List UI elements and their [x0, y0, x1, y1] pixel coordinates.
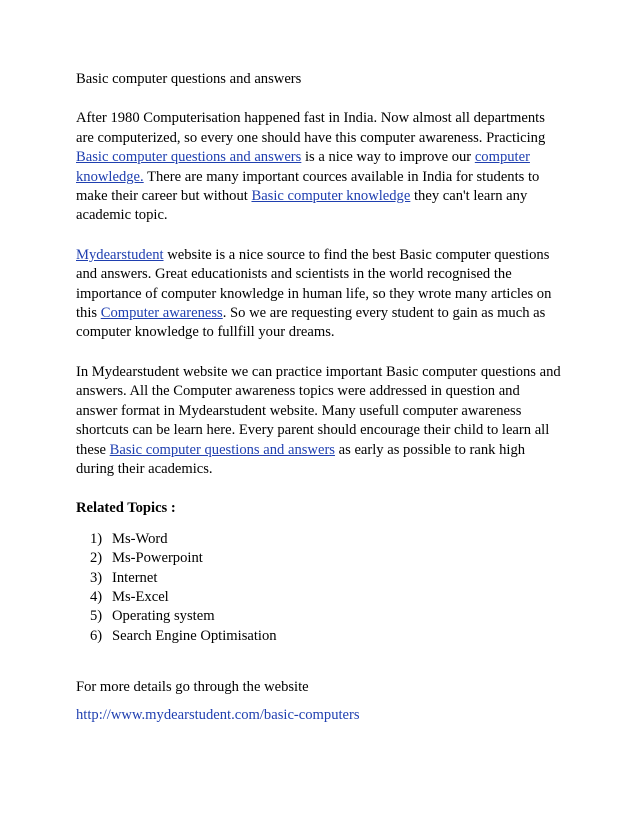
list-item-label: Ms-Excel [112, 588, 169, 605]
text-fragment: . So we are requesting every student to gain as much as [222, 305, 546, 322]
related-topics-list [76, 530, 566, 646]
list-item-label: Ms-Word [112, 530, 168, 547]
text-line: answer format in Mydearstudent website. Many usefull computer awareness [76, 402, 522, 419]
link-computer-knowledge[interactable]: computer [474, 149, 530, 166]
link-basic-computer-knowledge[interactable]: Basic computer knowledge [251, 188, 411, 205]
text-line [76, 187, 566, 206]
text-line [76, 441, 566, 460]
list-item [90, 588, 566, 607]
text-fragment: make their career but without [76, 188, 252, 205]
more-details-text: For more details go through the website [76, 679, 309, 696]
list-number: 6) [90, 627, 103, 644]
list-number: 1) [90, 530, 103, 547]
paragraph-mydearstudent [76, 246, 566, 343]
list-item-label: Internet [112, 569, 158, 586]
text-fragment: website is a nice source to find the best Basic computer questions [163, 246, 550, 263]
related-topics-heading: Related Topics : [76, 500, 176, 517]
text-line [76, 148, 566, 167]
text-line: After 1980 Computerisation happened fast in India. Now almost all departments [76, 110, 545, 127]
document-page [76, 70, 566, 726]
website-url-link[interactable]: http://www.mydearstudent.com/basic-computers [76, 707, 360, 724]
text-line: shortcuts can be learn here. Every parent should encourage their child to learn all [76, 422, 550, 439]
list-number: 4) [90, 588, 103, 605]
text-line [76, 246, 566, 265]
text-line: and answers. Great educationists and scientists in the world recognised the [76, 266, 512, 283]
list-item [90, 549, 566, 568]
text-fragment: There are many important cources available in India for students to [143, 168, 540, 185]
list-number: 5) [90, 608, 103, 625]
paragraph-practice [76, 363, 566, 479]
text-line: academic topic. [76, 207, 168, 224]
text-line: during their academics. [76, 460, 213, 477]
list-number: 2) [90, 550, 103, 567]
text-line: answers. All the Computer awareness topics were addressed in question and [76, 383, 520, 400]
link-computer-knowledge-cont[interactable]: knowledge. [76, 168, 144, 185]
list-item [90, 569, 566, 588]
text-line: importance of computer knowledge in human life, so they wrote many articles on [76, 285, 552, 302]
text-fragment: is a nice way to improve our [301, 149, 475, 166]
list-item-label: Search Engine Optimisation [112, 627, 277, 644]
list-item-label: Operating system [112, 608, 215, 625]
list-item-label: Ms-Powerpoint [112, 550, 203, 567]
list-item [90, 607, 566, 626]
text-line [76, 304, 566, 323]
link-computer-awareness[interactable]: Computer awareness [100, 305, 223, 322]
link-mydearstudent[interactable]: Mydearstudent [76, 246, 164, 263]
list-item [90, 627, 566, 646]
list-item [90, 530, 566, 549]
text-line: computer knowledge to fullfill your dreams. [76, 324, 335, 341]
text-line: are computerized, so every one should have this computer awareness. Practicing [76, 129, 546, 146]
website-url-line [76, 706, 566, 725]
text-fragment: these [76, 441, 110, 458]
link-basic-computer-questions-2[interactable]: Basic computer questions and answers [109, 441, 335, 458]
list-number: 3) [90, 569, 103, 586]
text-line [76, 168, 566, 187]
text-fragment: they can't learn any [410, 188, 528, 205]
text-fragment: as early as possible to rank high [334, 441, 526, 458]
document-title: Basic computer questions and answers [76, 71, 302, 87]
text-line: In Mydearstudent website we can practice important Basic computer questions and [76, 363, 561, 380]
link-basic-computer-questions[interactable]: Basic computer questions and answers [76, 149, 302, 166]
paragraph-intro [76, 109, 566, 225]
text-fragment: this [76, 305, 101, 322]
